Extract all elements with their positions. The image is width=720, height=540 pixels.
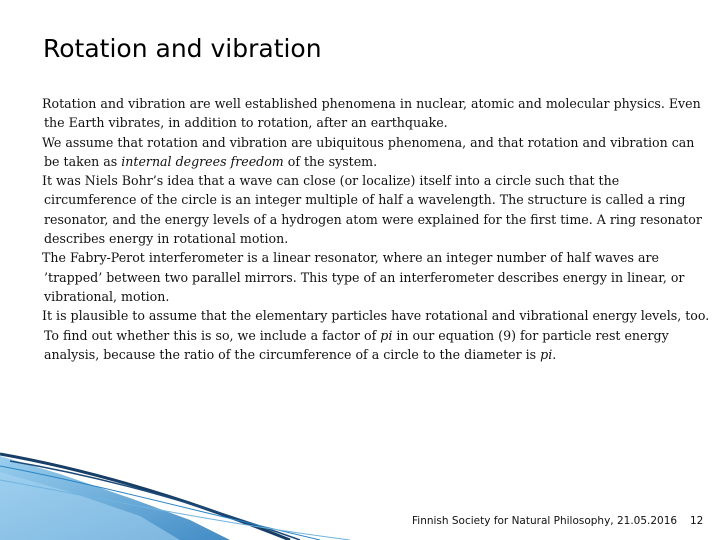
- paragraph-text: Rotation and vibration are well established phenomena in nuclear, atomic and molecular physics. Even the Earth vibrates, in addition to rotation, after an earthquake.: [42, 96, 701, 131]
- slide-title: Rotation and vibration: [43, 34, 322, 63]
- emphasized-text: internal degrees freedom: [121, 153, 284, 169]
- emphasized-text: pi: [540, 346, 553, 362]
- paragraph-text: in our equation (9) for particle rest energy analysis, because the ratio of the circumference of a circle to the diameter is: [44, 327, 669, 362]
- paragraph-text: The Fabry-Perot interferometer is a linear resonator, where an integer number of half waves are ’trapped’ between two parallel mirrors. This type of an interferometer describes energy in linear, or vibrational, motion.: [42, 250, 685, 304]
- paragraph-text: of the system.: [283, 153, 378, 169]
- footer-text: Finnish Society for Natural Philosophy, 21.05.2016: [412, 515, 678, 527]
- wave-light-band: [0, 472, 180, 540]
- paragraph-text: It is plausible to assume that the elementary particles have rotational and vibrational energy levels, too. To find out whether this is so, we include a factor of: [42, 308, 710, 343]
- emphasized-text: pi: [380, 327, 393, 343]
- page-number: 12: [690, 515, 704, 527]
- paragraph-text: .: [552, 346, 557, 362]
- paragraph-text: It was Niels Bohr’s idea that a wave can close (or localize) itself into a circle such that the circumference of the circle is an integer multiple of half a wavelength. The structure is called a ring resonator, and the energy levels of a hydrogen atom were explained for the first time. A ring resonator describes energy in rotational motion.: [42, 173, 702, 247]
- paragraph-text: We assume that rotation and vibration are ubiquitous phenomena, and that rotation and vibration can be taken as: [42, 134, 695, 169]
